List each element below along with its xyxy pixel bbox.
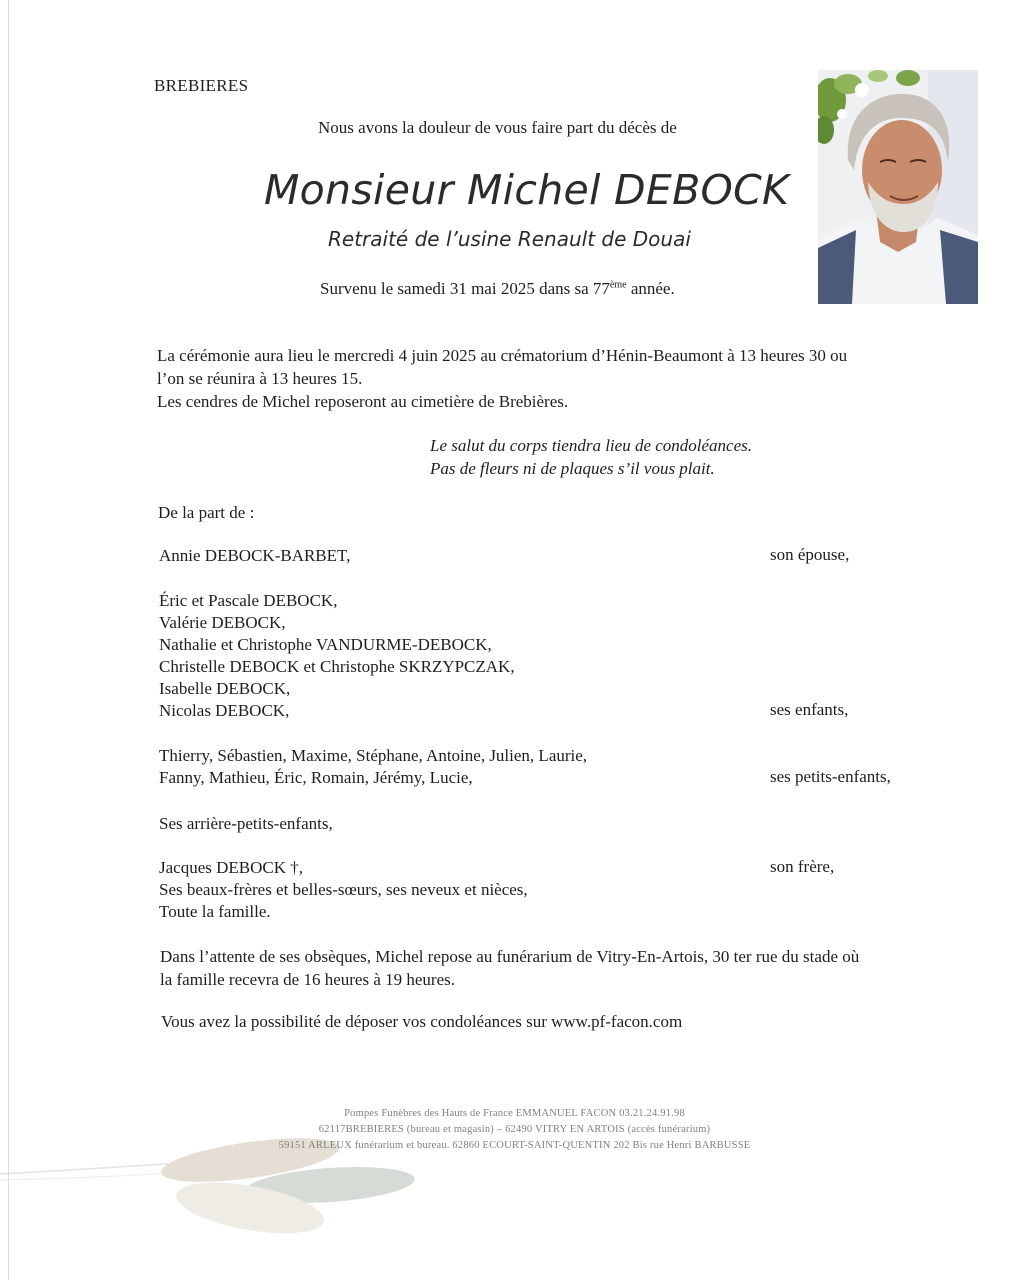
family-member: Fanny, Mathieu, Éric, Romain, Jérémy, Lucie, (159, 768, 473, 787)
family-group-great-grandchildren (159, 813, 333, 835)
family-member: Ses arrière-petits-enfants, (159, 814, 333, 833)
ceremony-line: l’on se réunira à 13 heures 15. (157, 369, 363, 388)
ceremony-paragraph (157, 344, 957, 413)
note-line: Pas de fleurs ni de plaques s’il vous plait. (430, 459, 715, 478)
family-member: Toute la famille. (159, 902, 271, 921)
funerarium-line: Dans l’attente de ses obsèques, Michel repose au funérarium de Vitry-En-Artois, 30 ter rue du stade où (160, 947, 860, 966)
scan-edge-line (8, 0, 9, 1280)
deceased-name: Monsieur Michel DEBOCK (264, 166, 790, 214)
family-member: Éric et Pascale DEBOCK, (159, 591, 338, 610)
footer-line: 62117BREBIERES (bureau et magasin) – 62490 VITRY EN ARTOIS (accès funérarium) (318, 1124, 711, 1135)
ceremony-line: La cérémonie aura lieu le mercredi 4 juin 2025 au crématorium d’Hénin-Beaumont à 13 heures 30 ou (157, 346, 848, 365)
role-children: ses enfants, (770, 700, 849, 719)
family-group-brother (159, 857, 528, 923)
death-notice (320, 279, 675, 299)
family-member: Jacques DEBOCK †, (159, 858, 304, 877)
death-text: Survenu le samedi 31 mai 2025 dans sa 77 (320, 279, 610, 298)
ceremony-line: Les cendres de Michel reposeront au cimetière de Brebières. (157, 392, 569, 411)
from-label: De la part de : (158, 503, 255, 522)
family-member: Valérie DEBOCK, (159, 613, 286, 632)
family-member: Isabelle DEBOCK, (159, 679, 291, 698)
family-group-children (159, 590, 515, 722)
family-group-spouse (159, 545, 350, 567)
family-member: Ses beaux-frères et belles-sœurs, ses neveux et nièces, (159, 880, 528, 899)
deceased-occupation: Retraité de l’usine Renault de Douai (328, 227, 691, 251)
funerarium-paragraph (160, 945, 960, 991)
condolence-note (430, 434, 752, 480)
footer-line: 59151 ARLEUX funérarium et bureau. 62860 ECOURT-SAINT-QUENTIN 202 Bis rue Henri BARBUSSE (278, 1140, 751, 1151)
note-line: Le salut du corps tiendra lieu de condoléances. (430, 436, 753, 455)
condolences-text: Vous avez la possibilité de déposer vos condoléances sur www.pf-facon.com (161, 1012, 683, 1031)
family-member: Thierry, Sébastien, Maxime, Stéphane, Antoine, Julien, Laurie, (159, 746, 588, 765)
role-spouse: son épouse, (770, 545, 850, 564)
family-member: Annie DEBOCK-BARBET, (159, 546, 351, 565)
intro-text: Nous avons la douleur de vous faire part du décès de (318, 118, 677, 137)
family-member: Nicolas DEBOCK, (159, 701, 290, 720)
role-grandchildren: ses petits-enfants, (770, 767, 891, 786)
role-brother: son frère, (770, 857, 835, 876)
footer-line: Pompes Funèbres des Hauts de France EMMANUEL FACON 03.21.24.91.98 (344, 1108, 685, 1119)
death-text-end: année. (626, 279, 675, 298)
funerarium-line: la famille recevra de 16 heures à 19 heures. (160, 970, 455, 989)
family-member: Christelle DEBOCK et Christophe SKRZYPCZAK, (159, 657, 515, 676)
portrait-photo (818, 70, 978, 304)
family-member: Nathalie et Christophe VANDURME-DEBOCK, (159, 635, 492, 654)
death-ordinal-suffix: ème (609, 279, 627, 291)
family-group-grandchildren (159, 745, 587, 789)
town-name: BREBIERES (154, 76, 249, 95)
